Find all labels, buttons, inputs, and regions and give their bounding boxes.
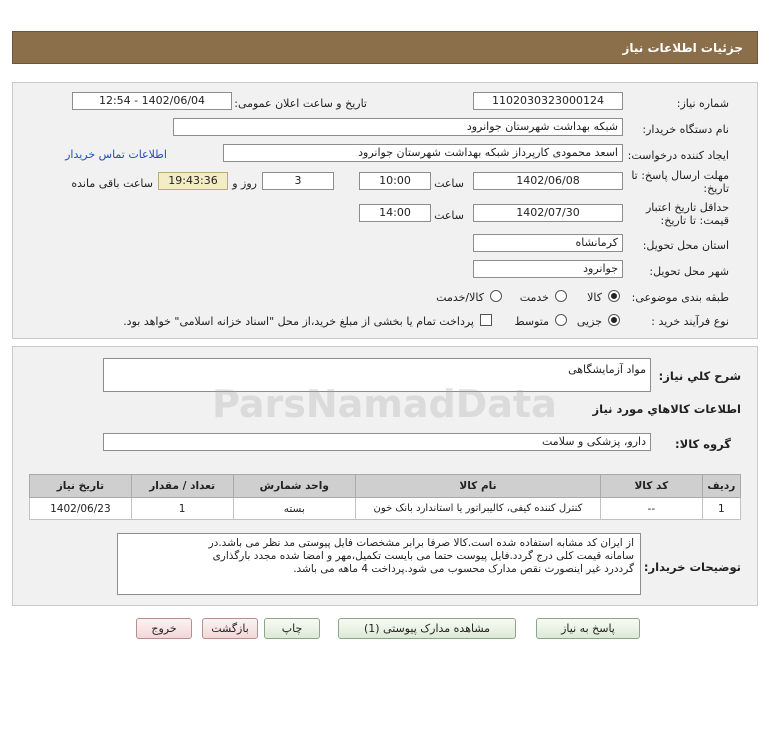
page-header [12,31,758,64]
city-label: شهر محل تحویل: [649,265,729,278]
cell-code: -- [600,498,702,520]
need-details-panel [12,82,758,339]
summary-label: شرح کلي نياز: [658,369,741,383]
process-label: نوع فرآیند خرید : [651,315,729,328]
process-option-medium: متوسط [514,315,549,328]
col-header-unit: واحد شمارش [233,475,355,498]
watermark-brand: ParsNamadData [212,382,557,426]
remaining-time-field: 19:43:36 [158,172,228,190]
deadline-time-field[interactable]: 10:00 [359,172,431,190]
category-radio-goods-service[interactable] [490,290,502,302]
cell-unit: بسته [233,498,355,520]
category-option-goods-service: کالا/خدمت [436,291,484,304]
deadline-label-2: تاریخ: [703,182,729,195]
process-radio-minor[interactable] [608,314,620,326]
goods-table-header [30,475,741,498]
treasury-payment-checkbox[interactable] [480,314,492,326]
deadline-time-label: ساعت [434,177,464,190]
category-radio-goods[interactable] [608,290,620,302]
validity-label: حداقل تاریخ اعتبار [645,201,729,214]
announce-datetime-field[interactable]: 1402/06/04 - 12:54 [72,92,232,110]
goods-group-label: گروه کالا: [675,437,731,451]
buyer-org-label: نام دستگاه خریدار: [642,123,729,136]
col-header-date: تاریخ نیاز [30,475,132,498]
print-button[interactable]: چاپ [264,618,320,639]
category-label: طبقه بندی موضوعی: [631,291,729,304]
need-number-label: شماره نیاز: [676,97,729,110]
cell-date: 1402/06/23 [30,498,132,520]
buyer-notes-label: توضیحات خریدار: [643,560,741,574]
cell-name: کنترل کننده کیفی، کالیبراتور یا استاندارد بانک خون [355,498,600,520]
creator-field[interactable]: اسعد محمودی کارپرداز شبکه بهداشت شهرستان جوانرود [223,144,623,162]
back-button[interactable]: بازگشت [202,618,258,639]
days-label: روز و [232,177,257,190]
cell-qty: 1 [131,498,233,520]
announce-datetime-label: تاریخ و ساعت اعلان عمومی: [234,97,367,110]
need-summary-panel [12,346,758,606]
category-option-goods: کالا [587,291,602,304]
creator-label: ایجاد کننده درخواست: [627,149,729,162]
deadline-label: مهلت ارسال پاسخ: تا [631,169,729,182]
deadline-date-field[interactable]: 1402/06/08 [473,172,623,190]
summary-field[interactable]: مواد آزمایشگاهی [103,358,651,392]
remaining-label: ساعت باقی مانده [71,177,153,190]
province-field[interactable]: کرمانشاه [473,234,623,252]
process-option-minor: جزیی [576,315,602,328]
goods-group-field[interactable]: دارو، پزشکی و سلامت [103,433,651,451]
col-header-qty: تعداد / مقدار [131,475,233,498]
treasury-payment-text: پرداخت تمام یا بخشی از مبلغ خرید،از محل "اسناد خزانه اسلامی" خواهد بود. [123,315,474,328]
buyer-notes-line: از ایران کد مشابه استفاده شده است.کالا صرفا برابر مشخصات فایل پیوستی مد نظر می باشد.در [208,537,634,549]
validity-date-field[interactable]: 1402/07/30 [473,204,623,222]
remaining-days-field[interactable]: 3 [262,172,334,190]
validity-time-field[interactable]: 14:00 [359,204,431,222]
goods-table [29,474,741,520]
validity-label-2: قیمت: تا تاریخ: [660,214,729,227]
category-option-service: خدمت [519,291,549,304]
exit-button[interactable]: خروج [136,618,192,639]
province-label: استان محل تحویل: [642,239,729,252]
page-title: جزئیات اطلاعات نیاز [622,41,743,55]
validity-time-label: ساعت [434,209,464,222]
col-header-name: نام کالا [355,475,600,498]
process-radio-medium[interactable] [555,314,567,326]
cell-row: 1 [702,498,740,520]
buyer-notes-box [117,533,641,595]
buyer-notes-line: سامانه قیمت کلی درج گردد.فایل پیوست حتما می بایست تکمیل،مهر و امضا شده مجدد بارگذاری [212,550,634,562]
need-number-field[interactable]: 1102030323000124 [473,92,623,110]
buyer-notes-line: گرددرد غیر اینصورت نقص مدارک محسوب می شود.پرداخت 4 ماهه می باشد. [293,563,634,575]
buyer-contact-link[interactable]: اطلاعات تماس خریدار [65,148,167,161]
reply-button[interactable]: پاسخ به نیاز [536,618,640,639]
buyer-org-field[interactable]: شبکه بهداشت شهرستان جوانرود [173,118,623,136]
col-header-code: کد کالا [600,475,702,498]
city-field[interactable]: جوانرود [473,260,623,278]
category-radio-service[interactable] [555,290,567,302]
goods-info-title: اطلاعات کالاهاي مورد نياز [592,402,741,416]
table-row[interactable] [30,498,741,520]
view-documents-button[interactable]: مشاهده مدارک پیوستی (1) [338,618,516,639]
col-header-row: ردیف [702,475,740,498]
